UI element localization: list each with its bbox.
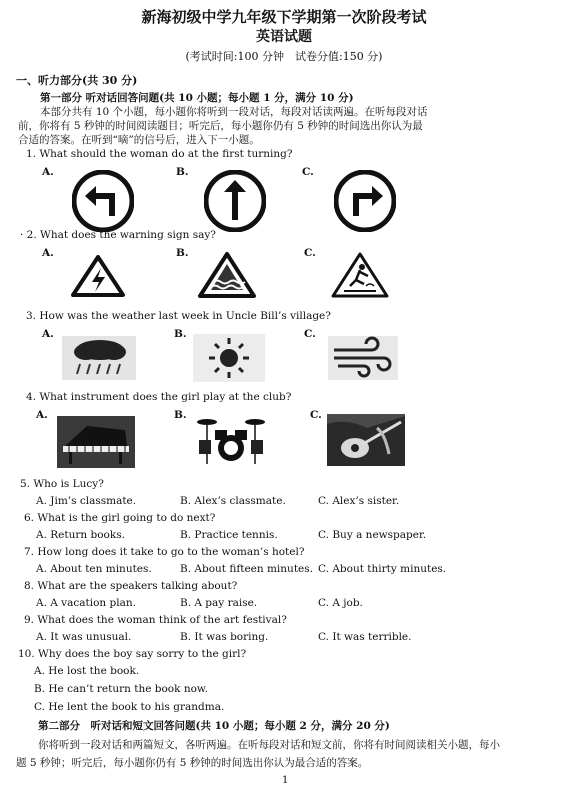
option-b[interactable]: B. He can’t return the book now. bbox=[34, 683, 208, 695]
instruction-line: 你将听到一段对话和两篇短文，各听两遍。在听每段对话和短文前，你将有时间阅读相关小题，每小 bbox=[38, 739, 500, 751]
drum-kit-icon[interactable] bbox=[195, 414, 267, 468]
option-label: C. bbox=[304, 328, 316, 340]
exam-title: 新海初级中学九年级下学期第一次阶段考试 bbox=[141, 8, 427, 26]
instruction-line: 前，你将有 5 秒钟的时间阅读题目；听完后，每小题你仍有 5 秒钟的时间选出你认为最 bbox=[18, 120, 423, 132]
question-4: 4. What instrument does the girl play at the club? bbox=[26, 391, 292, 403]
option-label: B. bbox=[174, 328, 187, 340]
water-warning-sign-icon[interactable] bbox=[197, 252, 257, 298]
option-a[interactable]: A. Return books. bbox=[36, 529, 125, 541]
go-straight-sign-icon[interactable] bbox=[204, 170, 266, 232]
exam-subtitle: 英语试题 bbox=[256, 29, 312, 45]
wind-icon[interactable] bbox=[328, 336, 398, 380]
option-a[interactable]: A. He lost the book. bbox=[34, 665, 140, 677]
option-a[interactable]: A. It was unusual. bbox=[36, 631, 132, 643]
question-3: 3. How was the weather last week in Uncle Bill’s village? bbox=[26, 310, 331, 322]
question-2: · 2. What does the warning sign say? bbox=[20, 229, 216, 241]
option-label: C. bbox=[302, 166, 314, 178]
option-label: A. bbox=[42, 166, 54, 178]
option-c[interactable]: C. Alex’s sister. bbox=[318, 495, 400, 507]
piano-icon[interactable] bbox=[57, 416, 135, 468]
option-b[interactable]: B. A pay raise. bbox=[180, 597, 258, 609]
option-label: A. bbox=[42, 328, 54, 340]
option-a[interactable]: A. Jim’s classmate. bbox=[36, 495, 137, 507]
question-10: 10. Why does the boy say sorry to the girl? bbox=[18, 648, 247, 660]
question-6: 6. What is the girl going to do next? bbox=[24, 512, 216, 524]
option-label: B. bbox=[176, 166, 189, 178]
section-heading: 一、听力部分(共 30 分) bbox=[16, 74, 138, 87]
instruction-line: 本部分共有 10 个小题，每小题你将听到一段对话，每段对话读两遍。在听每段对话 bbox=[40, 106, 428, 118]
option-c[interactable]: C. He lent the book to his grandma. bbox=[34, 701, 225, 713]
option-label: C. bbox=[310, 409, 322, 421]
guitar-icon[interactable] bbox=[327, 414, 405, 466]
turn-left-sign-icon[interactable] bbox=[72, 170, 134, 232]
instruction-line: 题 5 秒钟；听完后，每小题你仍有 5 秒钟的时间选出你认为最合适的答案。 bbox=[16, 757, 369, 769]
option-label: B. bbox=[176, 247, 189, 259]
option-c[interactable]: C. About thirty minutes. bbox=[318, 563, 447, 575]
option-b[interactable]: B. It was boring. bbox=[180, 631, 269, 643]
option-c[interactable]: C. A job. bbox=[318, 597, 363, 609]
question-9: 9. What does the woman think of the art festival? bbox=[24, 614, 287, 626]
page-number: 1 bbox=[282, 775, 289, 786]
option-c[interactable]: C. It was terrible. bbox=[318, 631, 412, 643]
sun-icon[interactable] bbox=[193, 334, 265, 382]
option-c[interactable]: C. Buy a newspaper. bbox=[318, 529, 427, 541]
question-7: 7. How long does it take to go to the woman’s hotel? bbox=[24, 546, 305, 558]
question-1: 1. What should the woman do at the first turning? bbox=[26, 148, 293, 160]
exam-info: (考试时间:100 分钟 试卷分值:150 分) bbox=[185, 50, 383, 63]
turn-right-sign-icon[interactable] bbox=[334, 170, 396, 232]
option-label: B. bbox=[174, 409, 187, 421]
option-a[interactable]: A. About ten minutes. bbox=[36, 563, 152, 575]
slippery-floor-sign-icon[interactable] bbox=[330, 252, 390, 298]
question-5: 5. Who is Lucy? bbox=[20, 478, 104, 490]
instruction-line: 合适的答案。在听到“嘀”的信号后，进入下一小题。 bbox=[18, 134, 260, 146]
part1-heading: 第一部分 听对话回答问题(共 10 小题；每小题 1 分，满分 10 分) bbox=[40, 92, 354, 104]
rain-cloud-icon[interactable] bbox=[62, 336, 136, 380]
part2-heading: 第二部分 听对话和短文回答问题(共 10 小题；每小题 2 分，满分 20 分) bbox=[38, 720, 390, 732]
option-label: C. bbox=[304, 247, 316, 259]
option-b[interactable]: B. Alex’s classmate. bbox=[180, 495, 286, 507]
option-a[interactable]: A. A vacation plan. bbox=[36, 597, 136, 609]
option-label: A. bbox=[42, 247, 54, 259]
question-8: 8. What are the speakers talking about? bbox=[24, 580, 238, 592]
electric-warning-sign-icon[interactable] bbox=[70, 254, 126, 298]
option-label: A. bbox=[36, 409, 48, 421]
option-b[interactable]: B. Practice tennis. bbox=[180, 529, 278, 541]
option-b[interactable]: B. About fifteen minutes. bbox=[180, 563, 313, 575]
